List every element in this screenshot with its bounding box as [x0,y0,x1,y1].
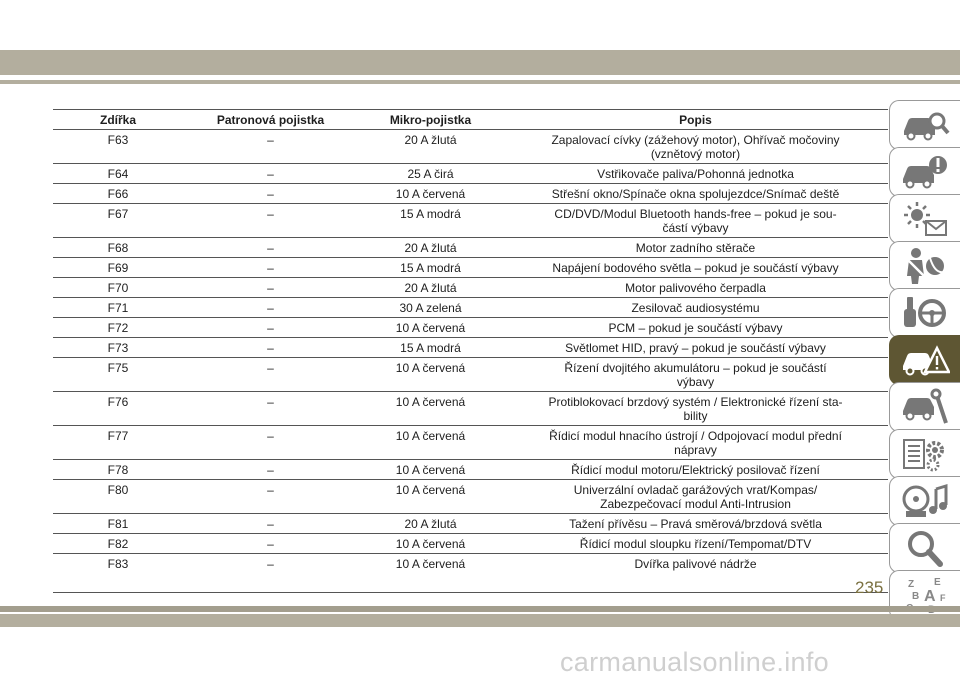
cell-cartridge-fuse: – [183,130,358,164]
cell-cartridge-fuse: – [183,338,358,358]
tab-in-case-of-emergency[interactable] [889,335,960,385]
cell-cartridge-fuse: – [183,460,358,480]
cell-mini-fuse: 20 A žlutá [358,514,503,534]
cell-description: Zapalovací cívky (zážehový motor), Ohřívač močoviny (vznětový motor) [503,130,888,164]
cell-mini-fuse: 10 A červená [358,392,503,426]
cell-description: Motor palivového čerpadla [503,278,888,298]
cell-description: Střešní okno/Spínače okna spolujezdce/Snímač deště [503,184,888,204]
table-row [53,514,888,534]
tab-getting-to-know-vehicle[interactable] [889,100,960,150]
cell-cartridge-fuse: – [183,480,358,514]
index-letter: A [924,588,936,605]
cell-cartridge-fuse: – [183,204,358,238]
index-letter: B [912,591,920,602]
cell-description: Univerzální ovladač garážových vrat/Kompas/ Zabezpečovací modul Anti-Intrusion [503,480,888,514]
table-row [53,480,888,514]
multimedia-music-icon [900,481,950,521]
table-row [53,338,888,358]
cell-description: Řídicí modul hnacího ústrojí / Odpojovací modul přední nápravy [503,426,888,460]
cell-description: Řízení dvojitého akumulátoru – pokud je součástí výbavy [503,358,888,392]
cell-cavity: F81 [53,514,183,534]
cell-cartridge-fuse: – [183,426,358,460]
tab-dashboard-info[interactable] [889,147,960,197]
cell-mini-fuse: 10 A červená [358,358,503,392]
cell-description: Řídicí modul sloupku řízení/Tempomat/DTV [503,534,888,554]
table-row [53,358,888,392]
car-info-icon [900,152,950,192]
index-letter: F [940,593,946,603]
cell-cartridge-fuse: – [183,164,358,184]
tab-index[interactable] [889,570,960,620]
table-row [53,164,888,184]
cell-description: Dvířka palivové nádrže [503,554,888,593]
tab-multimedia[interactable] [889,476,960,526]
table-row [53,392,888,426]
cell-description: Řídicí modul motoru/Elektrický posilovač řízení [503,460,888,480]
cell-cartridge-fuse: – [183,534,358,554]
fuse-table [53,109,888,593]
table-row [53,318,888,338]
cell-mini-fuse: 10 A červená [358,554,503,593]
tab-starting-operating[interactable] [889,288,960,338]
cell-cartridge-fuse: – [183,554,358,593]
specs-gears-icon [900,434,950,474]
cell-cartridge-fuse: – [183,258,358,278]
cell-cartridge-fuse: – [183,298,358,318]
cell-mini-fuse: 10 A červená [358,184,503,204]
header-band [0,50,960,75]
cell-cavity: F80 [53,480,183,514]
table-row [53,258,888,278]
cell-mini-fuse: 15 A modrá [358,338,503,358]
cell-cartridge-fuse: – [183,318,358,338]
cell-description: Vstřikovače paliva/Pohonná jednotka [503,164,888,184]
cell-mini-fuse: 10 A červená [358,534,503,554]
cell-mini-fuse: 10 A červená [358,460,503,480]
cell-description: Světlomet HID, pravý – pokud je součástí výbavy [503,338,888,358]
tab-customer-assistance[interactable] [889,523,960,573]
key-steering-wheel-icon [900,293,950,333]
cell-description: PCM – pokud je součástí výbavy [503,318,888,338]
cell-mini-fuse: 10 A červená [358,426,503,460]
cell-mini-fuse: 25 A čirá [358,164,503,184]
cell-cartridge-fuse: – [183,238,358,258]
table-row [53,130,888,164]
cell-mini-fuse: 30 A zelená [358,298,503,318]
cell-description: Motor zadního stěrače [503,238,888,258]
table-row [53,554,888,593]
page-number: 235 [855,578,884,597]
top-margin [0,0,960,50]
table-row [53,426,888,460]
cell-cartridge-fuse: – [183,184,358,204]
cell-cavity: F72 [53,318,183,338]
index-letter: E [934,577,941,588]
cell-cavity: F83 [53,554,183,593]
header-rule [0,80,960,84]
tab-servicing-maintenance[interactable] [889,382,960,432]
car-hazard-icon [900,340,950,380]
cell-description: Zesilovač audiosystému [503,298,888,318]
index-letter: Z [908,579,915,590]
cell-cartridge-fuse: – [183,514,358,534]
cell-mini-fuse: 15 A modrá [358,204,503,238]
search-icon [900,528,950,568]
cell-mini-fuse: 10 A červená [358,480,503,514]
cell-cavity: F66 [53,184,183,204]
cell-cavity: F64 [53,164,183,184]
cell-cavity: F69 [53,258,183,278]
car-wrench-icon [900,387,950,427]
header-cartridge-fuse: Patronová pojistka [183,110,358,130]
cell-mini-fuse: 15 A modrá [358,258,503,278]
cell-cavity: F68 [53,238,183,258]
cell-mini-fuse: 20 A žlutá [358,278,503,298]
cell-cartridge-fuse: – [183,278,358,298]
header-cavity: Zdířka [53,110,183,130]
table-row [53,278,888,298]
table-row [53,204,888,238]
cell-mini-fuse: 20 A žlutá [358,130,503,164]
table-row [53,460,888,480]
cell-description: Napájení bodového světla – pokud je součástí výbavy [503,258,888,278]
cell-cavity: F63 [53,130,183,164]
seatbelt-airbag-icon [900,246,950,286]
tab-technical-specifications[interactable] [889,429,960,479]
cell-cavity: F73 [53,338,183,358]
warning-light-message-icon [900,199,950,239]
cell-cavity: F75 [53,358,183,392]
cell-cartridge-fuse: – [183,358,358,392]
cell-mini-fuse: 10 A červená [358,318,503,338]
cell-cavity: F82 [53,534,183,554]
cell-description: Tažení přívěsu – Pravá směrová/brzdová světla [503,514,888,534]
fuse-table-header [53,110,888,130]
cell-cavity: F70 [53,278,183,298]
watermark: carmanualsonline.info [560,647,829,677]
table-row [53,298,888,318]
cell-cavity: F77 [53,426,183,460]
header-mini-fuse: Mikro-pojistka [358,110,503,130]
cell-description: CD/DVD/Modul Bluetooth hands-free – pokud je sou- částí výbavy [503,204,888,238]
cell-cavity: F76 [53,392,183,426]
fuse-table-body [53,130,888,593]
table-row [53,238,888,258]
cell-cavity: F71 [53,298,183,318]
cell-cavity: F67 [53,204,183,238]
cell-cartridge-fuse: – [183,392,358,426]
table-row [53,534,888,554]
tab-warning-lights[interactable] [889,194,960,244]
cell-cavity: F78 [53,460,183,480]
footer-band [0,614,960,627]
cell-mini-fuse: 20 A žlutá [358,238,503,258]
cell-description: Protiblokovací brzdový systém / Elektronické řízení sta- bility [503,392,888,426]
table-row [53,184,888,204]
header-description: Popis [503,110,888,130]
footer-rule [0,606,960,612]
tab-safety[interactable] [889,241,960,291]
car-magnifier-icon [900,105,950,145]
